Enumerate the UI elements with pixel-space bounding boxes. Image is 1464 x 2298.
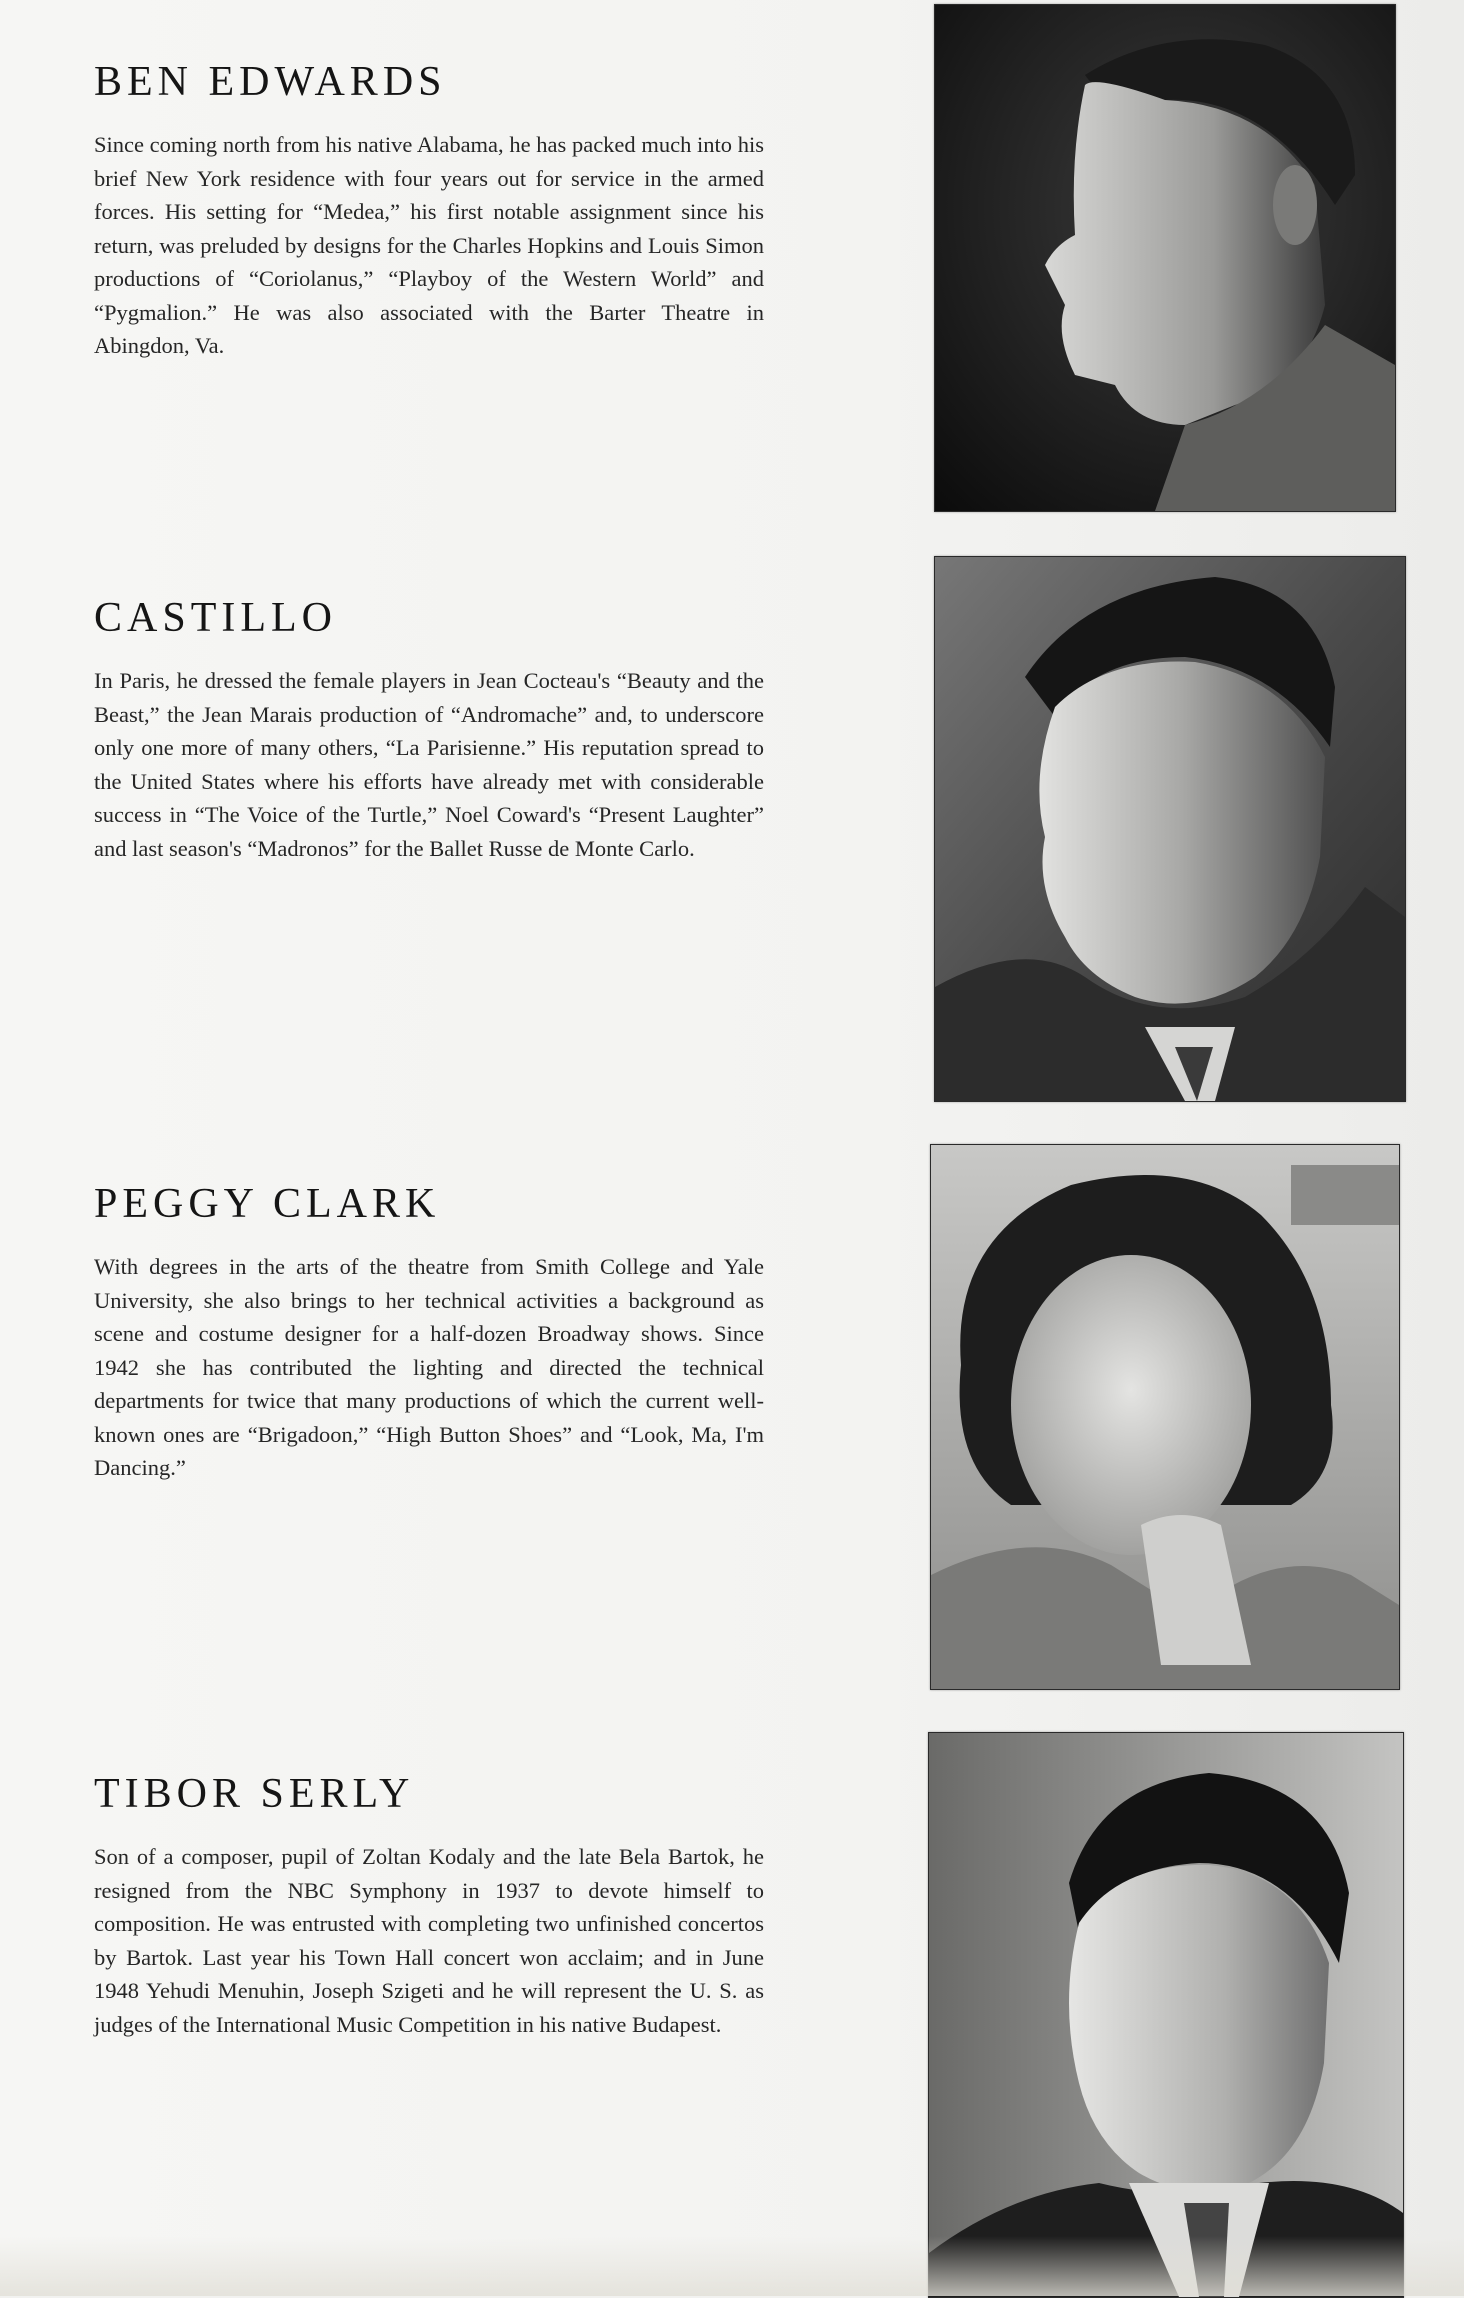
bio-text: Since coming north from his native Alabama, he has packed much into his brief New York residence with four years out for service in the armed forces. His setting for “Medea,” his first notable assignment since his return, was preluded by designs for the Charles Hopkins and Louis Simon productions of “Coriolanus,” “Playboy of the Western World” and “Pygmalion.” He was also associated with the Barter Theatre in Abingdon, Va.	[94, 132, 764, 358]
bio-tibor-serly	[94, 1770, 764, 2041]
bio-name: CASTILLO	[94, 595, 337, 641]
bio-text: In Paris, he dressed the female players in Jean Cocteau's “Beauty and the Beast,” the Jean Marais production of “Andromache” and, to underscore only one more of many others, “La Parisienne.” His reputation spread to the United States where his efforts have already met with considerable success in “The Voice of the Turtle,” Noel Coward's “Present Laughter” and last season's “Madronos” for the Ballet Russe de Monte Carlo.	[94, 668, 764, 861]
bio-peggy-clark	[94, 1180, 764, 1485]
bio-name: TIBOR SERLY	[94, 1771, 415, 1817]
bio-text: Son of a composer, pupil of Zoltan Kodaly and the late Bela Bartok, he resigned from the NBC Symphony in 1937 to devote himself to composition. He was entrusted with completing two unfinished concertos by Bartok. Last year his Town Hall concert won acclaim; and in June 1948 Yehudi Menuhin, Joseph Szigeti and he will represent the U. S. as judges of the International Music Competition in his native Budapest.	[94, 1844, 764, 2037]
bio-text: With degrees in the arts of the theatre from Smith College and Yale University, she also brings to her technical activities a background as scene and costume designer for a half-dozen Broadway shows. Since 1942 she has contributed the lighting and directed the technical departments for twice that many productions of which the current well-known ones are “Brigadoon,” “High Button Shoes” and “Look, Ma, I'm Dancing.”	[94, 1254, 764, 1480]
portrait-photo-peggy-clark	[930, 1144, 1400, 1690]
bio-name: PEGGY CLARK	[94, 1181, 441, 1227]
portrait-photo-tibor-serly	[928, 1732, 1404, 2298]
bio-name: BEN EDWARDS	[94, 59, 447, 105]
bio-ben-edwards	[94, 58, 764, 363]
bio-castillo	[94, 594, 764, 865]
page-bottom-edge	[0, 2236, 1464, 2296]
portrait-photo-ben-edwards	[934, 4, 1396, 512]
portrait-photo-castillo	[934, 556, 1406, 1102]
